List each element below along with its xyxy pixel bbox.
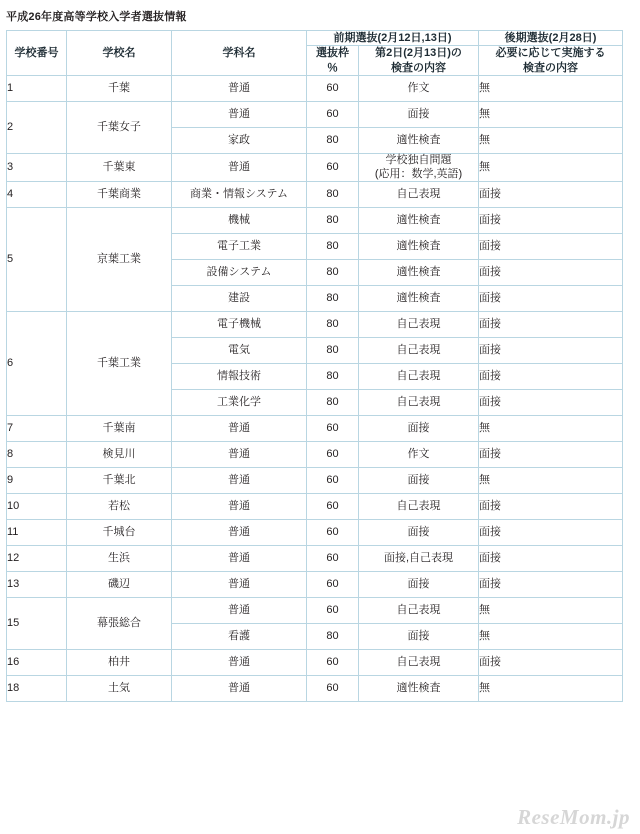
cell-late-exam-content: 無 (479, 676, 623, 702)
watermark: ReseMom.jp (517, 805, 630, 829)
cell-quota: 60 (307, 101, 359, 127)
cell-exam-content: 自己表現 (359, 390, 479, 416)
table-row (7, 75, 623, 101)
cell-school-name: 柏井 (67, 650, 172, 676)
table-row (7, 650, 623, 676)
cell-school-name: 千葉女子 (67, 101, 172, 153)
cell-department: 電子工業 (172, 234, 307, 260)
header-exam-content (359, 46, 479, 76)
cell-late-exam-content: 面接 (479, 260, 623, 286)
header-exam-line1: 第2日(2月13日)の (375, 47, 462, 60)
cell-late-exam-content: 面接 (479, 364, 623, 390)
page-title: 平成26年度高等学校入学者選抜情報 (6, 11, 187, 23)
cell-exam-content: 面接 (359, 101, 479, 127)
cell-school-number: 8 (7, 442, 67, 468)
cell-department: 普通 (172, 520, 307, 546)
table-body (7, 75, 623, 702)
cell-department: 情報技術 (172, 364, 307, 390)
cell-department: 建設 (172, 286, 307, 312)
cell-department: 普通 (172, 572, 307, 598)
cell-department: 普通 (172, 153, 307, 182)
header-late-line2: 検査の内容 (523, 61, 579, 74)
header-quota-line1: 選抜枠 (316, 47, 349, 60)
cell-department: 普通 (172, 494, 307, 520)
cell-exam-content: 面接 (359, 416, 479, 442)
cell-exam-content: 作文 (359, 442, 479, 468)
cell-department: 工業化学 (172, 390, 307, 416)
cell-department: 電子機械 (172, 312, 307, 338)
cell-department: 普通 (172, 442, 307, 468)
cell-quota: 60 (307, 572, 359, 598)
cell-late-exam-content: 面接 (479, 650, 623, 676)
cell-quota: 60 (307, 468, 359, 494)
cell-exam-content: 適性検査 (359, 676, 479, 702)
cell-department: 看護 (172, 624, 307, 650)
cell-exam-content: 適性検査 (359, 234, 479, 260)
cell-department: 機械 (172, 208, 307, 234)
cell-school-name: 千葉南 (67, 416, 172, 442)
cell-exam-content: 面接 (359, 624, 479, 650)
cell-department: 普通 (172, 101, 307, 127)
cell-school-number: 6 (7, 312, 67, 416)
cell-department: 商業・情報システム (172, 182, 307, 208)
table-row (7, 468, 623, 494)
cell-exam-content: 自己表現 (359, 650, 479, 676)
header-quota-line2: ％ (327, 61, 338, 74)
cell-school-number: 1 (7, 75, 67, 101)
header-department: 学科名 (172, 31, 307, 76)
cell-quota: 80 (307, 182, 359, 208)
cell-quota: 80 (307, 127, 359, 153)
cell-school-name: 京葉工業 (67, 208, 172, 312)
cell-school-number: 15 (7, 598, 67, 650)
cell-school-name: 幕張総合 (67, 598, 172, 650)
cell-quota: 60 (307, 520, 359, 546)
cell-exam-content: 自己表現 (359, 494, 479, 520)
cell-late-exam-content: 面接 (479, 572, 623, 598)
cell-exam-content: 自己表現 (359, 182, 479, 208)
cell-quota: 60 (307, 598, 359, 624)
cell-school-number: 13 (7, 572, 67, 598)
cell-school-name: 千葉 (67, 75, 172, 101)
cell-late-exam-content: 面接 (479, 182, 623, 208)
cell-school-name: 千葉工業 (67, 312, 172, 416)
cell-department: 設備システム (172, 260, 307, 286)
cell-exam-content: 適性検査 (359, 286, 479, 312)
cell-school-name: 千葉東 (67, 153, 172, 182)
table-row (7, 153, 623, 182)
cell-school-number: 7 (7, 416, 67, 442)
cell-school-name: 磯辺 (67, 572, 172, 598)
cell-department: 普通 (172, 598, 307, 624)
cell-quota: 60 (307, 153, 359, 182)
cell-exam-content: 自己表現 (359, 598, 479, 624)
header-early-selection: 前期選抜(2月12日,13日) (307, 31, 479, 46)
table-row (7, 546, 623, 572)
cell-exam-content: 自己表現 (359, 338, 479, 364)
cell-quota: 80 (307, 312, 359, 338)
cell-school-number: 3 (7, 153, 67, 182)
cell-quota: 80 (307, 286, 359, 312)
cell-department: 普通 (172, 416, 307, 442)
cell-quota: 80 (307, 390, 359, 416)
cell-late-exam-content: 面接 (479, 390, 623, 416)
cell-school-number: 4 (7, 182, 67, 208)
cell-school-name: 検見川 (67, 442, 172, 468)
table-row (7, 494, 623, 520)
cell-school-number: 16 (7, 650, 67, 676)
cell-quota: 60 (307, 416, 359, 442)
cell-school-number: 11 (7, 520, 67, 546)
cell-late-exam-content: 無 (479, 127, 623, 153)
cell-department: 家政 (172, 127, 307, 153)
table-row (7, 312, 623, 338)
cell-late-exam-content: 無 (479, 153, 623, 182)
cell-quota: 60 (307, 676, 359, 702)
cell-quota: 80 (307, 624, 359, 650)
cell-exam-content: 自己表現 (359, 364, 479, 390)
cell-exam-content: 適性検査 (359, 208, 479, 234)
cell-school-number: 12 (7, 546, 67, 572)
cell-late-exam-content: 無 (479, 101, 623, 127)
cell-department: 普通 (172, 676, 307, 702)
cell-late-exam-content: 無 (479, 598, 623, 624)
cell-quota: 60 (307, 442, 359, 468)
table-row (7, 572, 623, 598)
cell-late-exam-content: 面接 (479, 312, 623, 338)
cell-late-exam-content: 無 (479, 468, 623, 494)
table-row (7, 416, 623, 442)
cell-department: 普通 (172, 546, 307, 572)
table-row (7, 676, 623, 702)
cell-late-exam-content: 面接 (479, 208, 623, 234)
cell-exam-line2: (応用：数学,英語) (374, 167, 463, 180)
cell-department: 普通 (172, 650, 307, 676)
table-row (7, 520, 623, 546)
table-row (7, 598, 623, 624)
cell-late-exam-content: 無 (479, 624, 623, 650)
cell-exam-content: 面接 (359, 520, 479, 546)
cell-quota: 60 (307, 494, 359, 520)
cell-quota: 80 (307, 364, 359, 390)
cell-late-exam-content: 面接 (479, 546, 623, 572)
cell-exam-content: 適性検査 (359, 260, 479, 286)
cell-late-exam-content: 無 (479, 75, 623, 101)
cell-late-exam-content: 無 (479, 416, 623, 442)
cell-quota: 80 (307, 208, 359, 234)
cell-school-number: 5 (7, 208, 67, 312)
table-header-row-group (7, 31, 623, 46)
table-row (7, 182, 623, 208)
header-exam-line2: 検査の内容 (391, 61, 446, 74)
cell-school-number: 18 (7, 676, 67, 702)
cell-department: 普通 (172, 468, 307, 494)
cell-late-exam-content: 面接 (479, 442, 623, 468)
table-row (7, 442, 623, 468)
cell-quota: 60 (307, 75, 359, 101)
header-school-number: 学校番号 (7, 31, 67, 76)
cell-late-exam-content: 面接 (479, 338, 623, 364)
header-late-selection: 後期選抜(2月28日) (479, 31, 623, 46)
cell-school-name: 土気 (67, 676, 172, 702)
header-late-line1: 必要に応じて実施する (495, 47, 606, 60)
cell-quota: 80 (307, 338, 359, 364)
cell-department: 電気 (172, 338, 307, 364)
cell-department: 普通 (172, 75, 307, 101)
header-late-exam-content (479, 46, 623, 76)
cell-late-exam-content: 面接 (479, 286, 623, 312)
cell-late-exam-content: 面接 (479, 234, 623, 260)
cell-late-exam-content: 面接 (479, 520, 623, 546)
cell-exam-content: 適性検査 (359, 127, 479, 153)
cell-exam-content: 面接,自己表現 (359, 546, 479, 572)
table-row (7, 208, 623, 234)
cell-quota: 60 (307, 546, 359, 572)
cell-school-name: 千葉北 (67, 468, 172, 494)
cell-late-exam-content: 面接 (479, 494, 623, 520)
table-header (7, 31, 623, 76)
cell-school-number: 10 (7, 494, 67, 520)
cell-school-name: 千葉商業 (67, 182, 172, 208)
table-row (7, 101, 623, 127)
cell-exam-content: 作文 (359, 75, 479, 101)
cell-school-name: 若松 (67, 494, 172, 520)
cell-school-name: 千城台 (67, 520, 172, 546)
cell-quota: 80 (307, 234, 359, 260)
header-quota (307, 46, 359, 76)
admissions-table (6, 30, 623, 702)
header-school-name: 学校名 (67, 31, 172, 76)
cell-exam-line1: 学校独自問題 (385, 153, 452, 166)
cell-school-number: 2 (7, 101, 67, 153)
cell-quota: 60 (307, 650, 359, 676)
cell-quota: 80 (307, 260, 359, 286)
cell-exam-content (359, 153, 479, 182)
cell-exam-content: 面接 (359, 468, 479, 494)
cell-school-number: 9 (7, 468, 67, 494)
cell-school-name: 生浜 (67, 546, 172, 572)
cell-exam-content: 自己表現 (359, 312, 479, 338)
cell-exam-content: 面接 (359, 572, 479, 598)
